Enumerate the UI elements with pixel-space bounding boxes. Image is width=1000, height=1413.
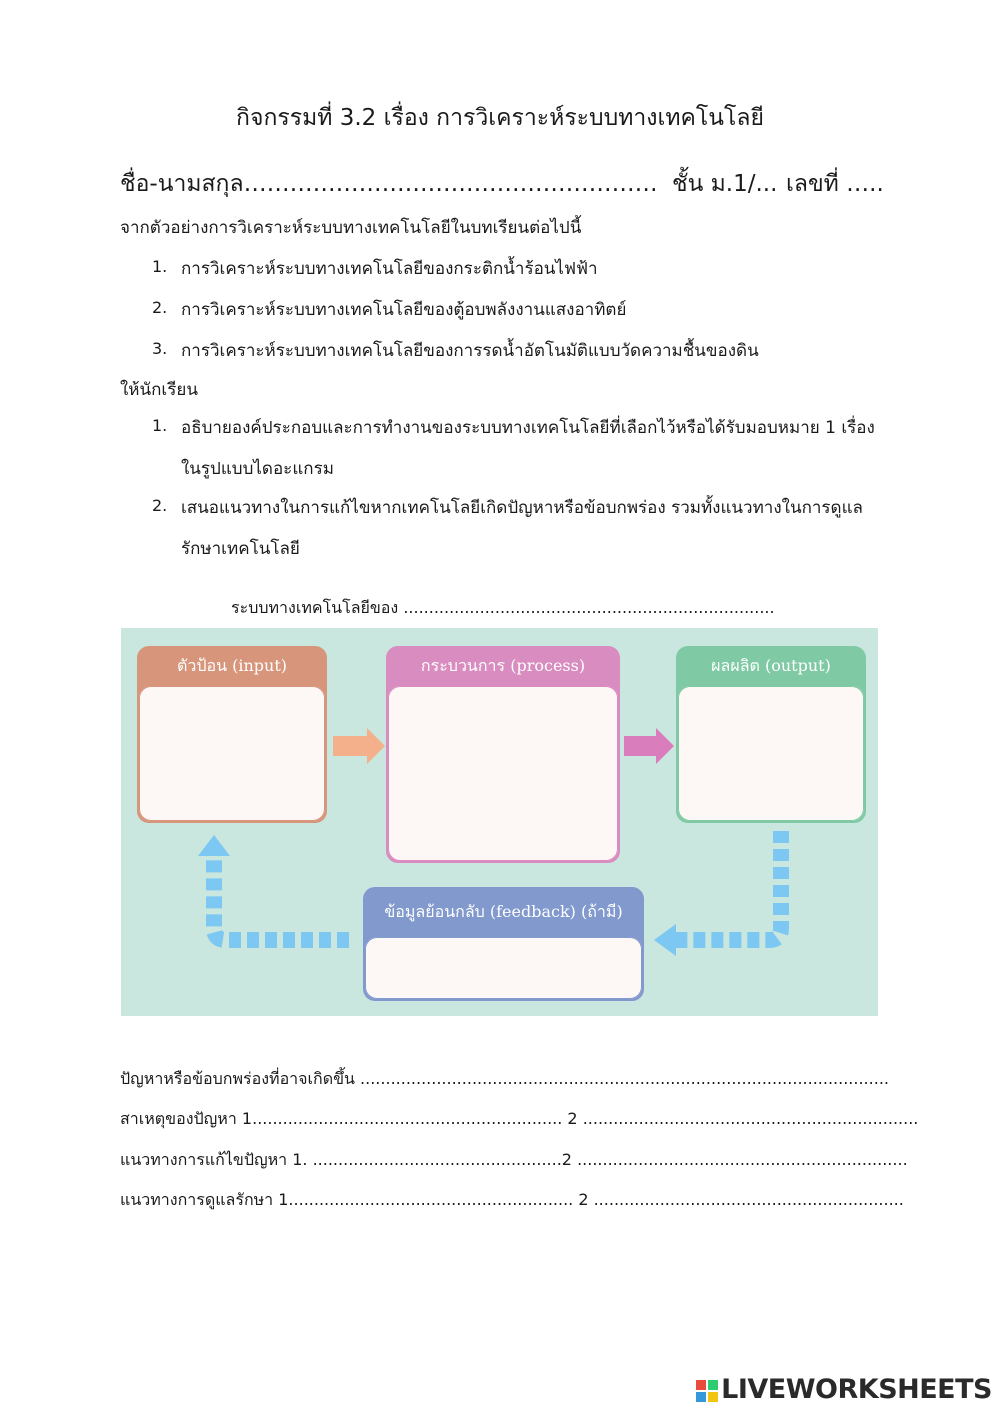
input-box-title: ตัวป้อน (input) xyxy=(176,656,288,675)
list-item-number: 1. xyxy=(152,416,168,435)
list-item-number: 2. xyxy=(152,496,168,515)
output-box xyxy=(676,646,866,823)
student-info-row xyxy=(120,166,884,202)
intro-text: จากตัวอย่างการวิเคราะห์ระบบทางเทคโนโลยีในบทเรียนต่อไปนี้ xyxy=(120,218,582,238)
arrow-process-to-output-icon xyxy=(624,728,674,764)
process-answer-area[interactable] xyxy=(388,686,618,861)
output-box-title: ผลผลิต (output) xyxy=(711,656,831,675)
number-field-label: เลขที่ ….. xyxy=(786,171,884,197)
input-box xyxy=(137,646,327,823)
input-answer-area[interactable] xyxy=(139,686,325,821)
fix-line: แนวทางการแก้ไขปัญหา 1. .................................................2 ................................................................. xyxy=(120,1150,908,1169)
maintenance-line: แนวทางการดูแลรักษา 1........................................................ 2 ............................................................. xyxy=(120,1190,904,1209)
watermark-text: LIVEWORKSHEETS xyxy=(721,1374,992,1405)
cause-line: สาเหตุของปัญหา 1............................................................. 2 .................................................................. xyxy=(120,1109,919,1128)
list-item-text: การวิเคราะห์ระบบทางเทคโนโลยีของตู้อบพลังงานแสงอาทิตย์ xyxy=(181,300,627,320)
system-of-label: ระบบทางเทคโนโลยีของ ......................................................................... xyxy=(231,598,775,617)
process-box xyxy=(386,646,620,863)
arrow-feedback-to-input-icon xyxy=(214,856,349,940)
arrow-input-to-process-icon xyxy=(333,728,385,764)
list-item-text: เสนอแนวทางในการแก้ไขหากเทคโนโลยีเกิดปัญหาหรือข้อบกพร่อง รวมทั้งแนวทางในการดูแล xyxy=(181,498,863,518)
list-item-text: การวิเคราะห์ระบบทางเทคโนโลยีของการรดน้ำอัตโนมัติแบบวัดความชื้นของดิน xyxy=(181,341,759,361)
list-item-number: 3. xyxy=(152,339,168,358)
liveworksheets-logo-icon xyxy=(696,1380,718,1402)
problem-line: ปัญหาหรือข้อบกพร่องที่อาจเกิดขึ้น ........................................................................................................ xyxy=(120,1069,889,1088)
instruction-heading: ให้นักเรียน xyxy=(120,380,198,400)
list-item-number: 2. xyxy=(152,298,168,317)
output-answer-area[interactable] xyxy=(678,686,864,821)
list-item-text: อธิบายองค์ประกอบและการทำงานของระบบทางเทคโนโลยีที่เลือกไว้หรือได้รับมอบหมาย 1 เรื่อง xyxy=(181,418,875,438)
feedback-box xyxy=(363,887,644,1001)
name-field-label: ชื่อ-นามสกุล……………………………………………… xyxy=(120,171,658,197)
grade-field-label: ชั้น ม.1/... xyxy=(672,171,778,197)
system-diagram xyxy=(121,628,878,1016)
page-title: กิจกรรมที่ 3.2 เรื่อง การวิเคราะห์ระบบทางเทคโนโลยี xyxy=(236,105,764,131)
arrow-output-to-feedback-icon xyxy=(676,831,781,940)
process-box-title: กระบวนการ (process) xyxy=(420,656,586,675)
list-item-text: การวิเคราะห์ระบบทางเทคโนโลยีของกระติกน้ำร้อนไฟฟ้า xyxy=(181,259,598,279)
list-item-text-continued: ในรูปแบบไดอะแกรม xyxy=(181,459,334,479)
list-item-text-continued: รักษาเทคโนโลยี xyxy=(181,539,300,559)
liveworksheets-watermark xyxy=(696,1374,992,1405)
list-item-number: 1. xyxy=(152,257,168,276)
feedback-box-title: ข้อมูลย้อนกลับ (feedback) (ถ้ามี) xyxy=(384,902,623,921)
feedback-answer-area[interactable] xyxy=(365,937,642,999)
